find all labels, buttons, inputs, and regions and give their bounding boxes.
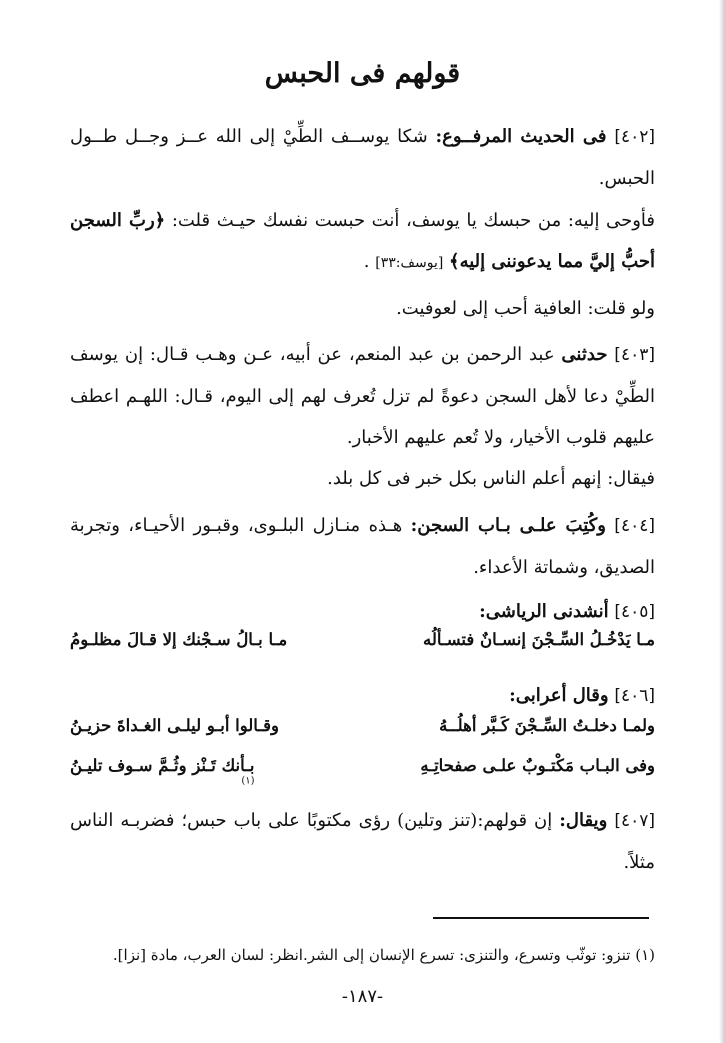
- entry-lead: أنشدنى الرياشى:: [479, 601, 609, 622]
- entry-end: .: [363, 251, 370, 272]
- verse-line: [70, 756, 655, 794]
- verse-first-hemistich: وفى البـاب مَكْتـوبٌ علـى صفحاتِـهِ: [420, 756, 655, 775]
- page-edge-shadow: [719, 0, 725, 1043]
- entry-407: [70, 800, 655, 883]
- entry-text: إن قولهم:(تنز وتلين) رؤى مكتوبًا على باب حبس؛ فضربـه الناس مثلاً.: [70, 810, 655, 873]
- verse-line: [70, 716, 655, 735]
- entry-text: فيقال: إنهم أعلم الناس بكل خبر فى كل بلد.: [327, 468, 655, 489]
- entry-lead: ويقال:: [559, 810, 608, 831]
- entry-402: [70, 116, 655, 199]
- entry-number: [٤٠٤]: [614, 516, 655, 536]
- verse-second-hemistich: [70, 756, 255, 794]
- entry-text: عبد الرحمن بن عبد المنعم، عن أبيه، عـن وهـب قـال: إن يوسف الطِّيْ دعا لأهل السجن دعوةً لم تزل تُعرف لهم إلى اليوم، قـال: اللهـم اعطف عليهم قلوب الأخيار، ولا تُعم عليهم الأخبار.: [70, 344, 655, 448]
- entry-number: [٤٠٣]: [614, 345, 655, 365]
- entry-text: شكا يوســف الطِّيْ إلى الله عــز وجــل طــول الحبس.: [70, 126, 655, 189]
- entry-number: [٤٠٥]: [614, 602, 655, 622]
- footnote-divider: [433, 917, 649, 919]
- quran-reference: [يوسف:٣٣]: [375, 255, 444, 271]
- page-title: قولهم فى الحبس: [264, 58, 461, 89]
- entry-number: [٤٠٢]: [614, 127, 655, 147]
- verse-second-hemistich: وقـالوا أبـو ليلـى الغـداةَ حزيـنُ: [70, 716, 280, 735]
- entry-lead: فى الحديث المرفــوع:: [435, 126, 607, 147]
- entry-number: [٤٠٧]: [614, 811, 655, 831]
- entry-text: فأوحى إليه: من حبسك يا يوسف، أنت حبست نفسك حيـث قلت:: [171, 210, 655, 231]
- entry-text: هـذه منـازل البلـوى، وقبـور الأحيـاء، وتجربة الصديق، وشماتة الأعداء.: [70, 515, 655, 578]
- entry-text: ولو قلت: العافية أحب إلى لعوفيت.: [396, 298, 655, 319]
- verse-first-hemistich: ولمـا دخلـتُ السِّـجْنَ كَـبَّر أهلُــهُ: [439, 716, 655, 735]
- verse-second-hemistich: مـا بـالُ سـجْنك إلا قـالَ مظلـومُ: [70, 630, 288, 649]
- entry-403-closing: [70, 458, 655, 499]
- entry-406: [70, 675, 655, 717]
- footnote: (١) تنزو: توثّب وتسرع، والتنزى: تسرع الإنسان إلى الشر.انظر: لسان العرب، مادة [نزا].: [112, 946, 655, 964]
- footnote-marker: (١): [241, 775, 255, 787]
- entry-404: [70, 505, 655, 588]
- verse-line: [70, 630, 655, 649]
- entry-lead: وقال أعرابى:: [509, 685, 609, 706]
- entry-402-closing: [70, 288, 655, 329]
- entry-403: [70, 334, 655, 458]
- quran-quote: ﴿ربِّ السجن أحبُّ إليَّ مما يدعوننى إليه﴾: [70, 210, 655, 272]
- verse-first-hemistich: مـا يَدْخُـلُ السِّـجْنَ إنسـانٌ فتسـألُه: [422, 630, 655, 649]
- entry-lead: حدثنى: [561, 344, 608, 365]
- entry-lead: وكُتِبَ علـى بـاب السجن:: [410, 515, 606, 536]
- page-number: -١٨٧-: [341, 986, 384, 1007]
- entry-402-continuation: [70, 200, 655, 284]
- verse-text: بـأنك تَـنْز وثُـمَّ سـوف تليـنُ: [70, 756, 255, 775]
- entry-405: [70, 591, 655, 633]
- entry-number: [٤٠٦]: [614, 686, 655, 706]
